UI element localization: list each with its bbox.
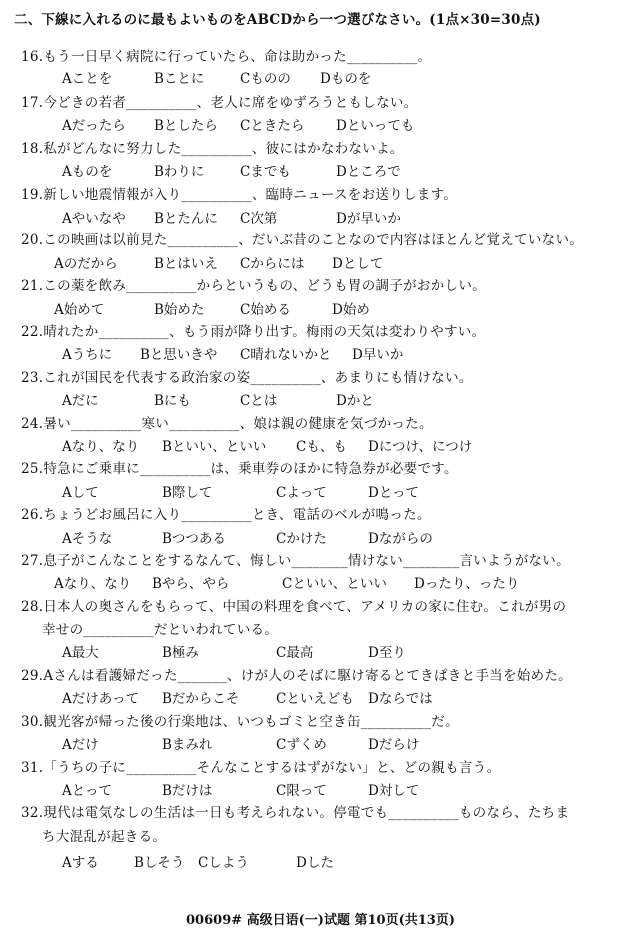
option-a[interactable]: Aだに	[62, 393, 99, 409]
option-b[interactable]: Bまみれ	[162, 737, 213, 753]
option-d[interactable]: Dにつけ、につけ	[368, 439, 473, 455]
answer-options	[62, 435, 622, 457]
option-d[interactable]: Dならでは	[368, 691, 433, 707]
option-d[interactable]: D早いか	[352, 347, 404, 363]
option-c[interactable]: C限って	[276, 783, 327, 799]
option-a[interactable]: Aとって	[62, 783, 112, 799]
option-c[interactable]: Cまでも	[240, 164, 291, 180]
option-b[interactable]: Bとしたら	[154, 118, 218, 134]
answer-options	[62, 389, 622, 411]
option-b[interactable]: B際して	[162, 485, 213, 501]
option-b[interactable]: B極み	[162, 645, 199, 661]
option-d[interactable]: Dとして	[332, 256, 384, 272]
option-c[interactable]: Cものの	[240, 71, 291, 87]
question-stem: 19.新しい地震情報が入り__________、臨時ニュースをお送りします。	[21, 187, 458, 203]
option-a[interactable]: Aなり、なり	[62, 439, 140, 455]
answer-options	[54, 572, 622, 594]
option-b[interactable]: Bことに	[154, 71, 205, 87]
option-b[interactable]: Bとはいえ	[154, 256, 218, 272]
option-d[interactable]: D至り	[368, 645, 406, 661]
option-c[interactable]: Cからには	[240, 256, 305, 272]
question-stem: 27.息子がこんなことをするなんて、悔しい________情けない________言いようがない。	[21, 553, 570, 569]
option-a[interactable]: A始めて	[54, 302, 105, 318]
option-d[interactable]: D始め	[332, 302, 370, 318]
option-c[interactable]: Cといえども	[276, 691, 354, 707]
answer-options	[62, 160, 622, 182]
answer-options	[62, 114, 622, 136]
answer-options	[62, 779, 622, 801]
option-a[interactable]: Aそうな	[62, 531, 113, 547]
answer-options	[54, 252, 622, 274]
option-a[interactable]: Aことを	[62, 71, 113, 87]
option-c[interactable]: Cずくめ	[276, 737, 327, 753]
option-b[interactable]: Bだけは	[162, 783, 213, 799]
option-c[interactable]: C最高	[276, 645, 314, 661]
option-b[interactable]: Bわりに	[154, 164, 205, 180]
option-b[interactable]: Bつつある	[162, 531, 226, 547]
option-c[interactable]: Cよって	[276, 485, 327, 501]
option-a[interactable]: Aものを	[62, 164, 113, 180]
option-c[interactable]: C始める	[240, 302, 291, 318]
option-d[interactable]: Dものを	[320, 71, 372, 87]
question-stem: 32.現代は電気なしの生活は一日も考えられない。停電でも__________ものなら、たちま	[21, 805, 570, 821]
option-a[interactable]: Aだけあって	[62, 691, 140, 707]
answer-options	[54, 298, 622, 320]
option-b[interactable]: Bとたんに	[154, 211, 218, 227]
option-c[interactable]: Cといい、といい	[282, 576, 387, 592]
option-a[interactable]: A最大	[62, 645, 99, 661]
option-b[interactable]: Bと思いきや	[140, 347, 218, 363]
option-b[interactable]: Bやら、やら	[152, 576, 230, 592]
question-stem: 21.この薬を飲み__________からというもの、どうも胃の調子がおかしい。	[21, 278, 486, 294]
question-stem: 29.Aさんは看護婦だった_______、けが人のそばに駆け寄るとてきぱきと手当を始めた。	[21, 668, 572, 684]
option-c[interactable]: Cときたら	[240, 118, 305, 134]
answer-options	[62, 207, 622, 229]
option-d[interactable]: Dだらけ	[368, 737, 420, 753]
option-d[interactable]: Dながらの	[368, 531, 433, 547]
answer-options	[62, 67, 622, 89]
option-b[interactable]: Bしそう	[134, 855, 185, 871]
option-b[interactable]: Bだからこそ	[162, 691, 240, 707]
option-b[interactable]: Bといい、といい	[162, 439, 267, 455]
option-d[interactable]: Dかと	[336, 393, 374, 409]
answer-options	[62, 527, 622, 549]
option-c[interactable]: Cとは	[240, 393, 278, 409]
page-footer: 00609# 高级日语(一)试题 第10页(共13页)	[186, 913, 455, 928]
option-c[interactable]: Cしよう	[198, 855, 249, 871]
question-stem: 23.これが国民を代表する政治家の姿__________、あまりにも情けない。	[21, 370, 473, 386]
option-a[interactable]: Aする	[62, 855, 99, 871]
answer-options	[62, 641, 622, 663]
question-stem: 20.この映画は以前見た__________、だいぶ昔のことなので内容はほとんど覚えていない。	[21, 232, 584, 248]
option-d[interactable]: Dところで	[336, 164, 401, 180]
question-stem: 24.暑い__________寒い__________、娘は親の健康を気づかった。	[21, 416, 433, 432]
option-c[interactable]: Cも、も	[296, 439, 347, 455]
question-stem: 25.特急にご乗車に__________は、乗車券のほかに特急券が必要です。	[21, 461, 458, 477]
option-a[interactable]: Aやいなや	[62, 211, 126, 227]
question-stem: 17.今どきの若者__________、老人に席をゆずろうともしない。	[21, 95, 418, 111]
question-stem: 18.私がどんなに努力した__________、彼にはかなわないよ。	[21, 141, 404, 157]
option-a[interactable]: Aうちに	[62, 347, 113, 363]
answer-options	[62, 481, 622, 503]
question-stem-continuation: ち大混乱が起きる。	[42, 829, 167, 845]
answer-options	[62, 343, 622, 365]
option-d[interactable]: Dとって	[368, 485, 420, 501]
option-d[interactable]: Dが早いか	[336, 211, 401, 227]
option-a[interactable]: Aなり、なり	[54, 576, 132, 592]
question-stem: 28.日本人の奥さんをもらって、中国の料理を食べて、アメリカの家に住む。これが男の	[21, 599, 567, 615]
option-c[interactable]: C晴れないかと	[240, 347, 332, 363]
option-d[interactable]: Dったり、ったり	[414, 576, 520, 592]
question-stem: 26.ちょうどお風呂に入り__________とき、電話のベルが鳴った。	[21, 507, 431, 523]
option-c[interactable]: Cかけた	[276, 531, 327, 547]
question-stem: 22.晴れたか__________、もう雨が降り出す。梅雨の天気は変わりやすい。	[21, 324, 486, 340]
option-d[interactable]: Dといっても	[336, 118, 415, 134]
question-stem: 16.もう一日早く病院に行っていたら、命は助かった__________。	[21, 49, 432, 65]
option-a[interactable]: Aだけ	[62, 737, 99, 753]
option-b[interactable]: B始めた	[154, 302, 205, 318]
option-c[interactable]: C次第	[240, 211, 278, 227]
question-stem: 31.「うちの子に__________そんなことするはずがない」と、どの親も言う。	[21, 760, 501, 776]
option-d[interactable]: D対して	[368, 783, 420, 799]
answer-options	[62, 851, 622, 873]
question-stem-continuation: 幸せの__________だといわれている。	[42, 622, 279, 638]
option-a[interactable]: Aだったら	[62, 118, 126, 134]
answer-options	[62, 733, 622, 755]
answer-options	[62, 687, 622, 709]
option-b[interactable]: Bにも	[154, 393, 191, 409]
option-a[interactable]: Aのだから	[54, 256, 118, 272]
option-d[interactable]: Dした	[296, 855, 334, 871]
option-a[interactable]: Aして	[62, 485, 99, 501]
question-stem: 30.観光客が帰った後の行楽地は、いつもゴミと空き缶__________だ。	[21, 714, 459, 730]
section-heading: 二、下線に入れるのに最もよいものをABCDから一つ選びなさい。(1点×30=30点)	[14, 12, 541, 28]
